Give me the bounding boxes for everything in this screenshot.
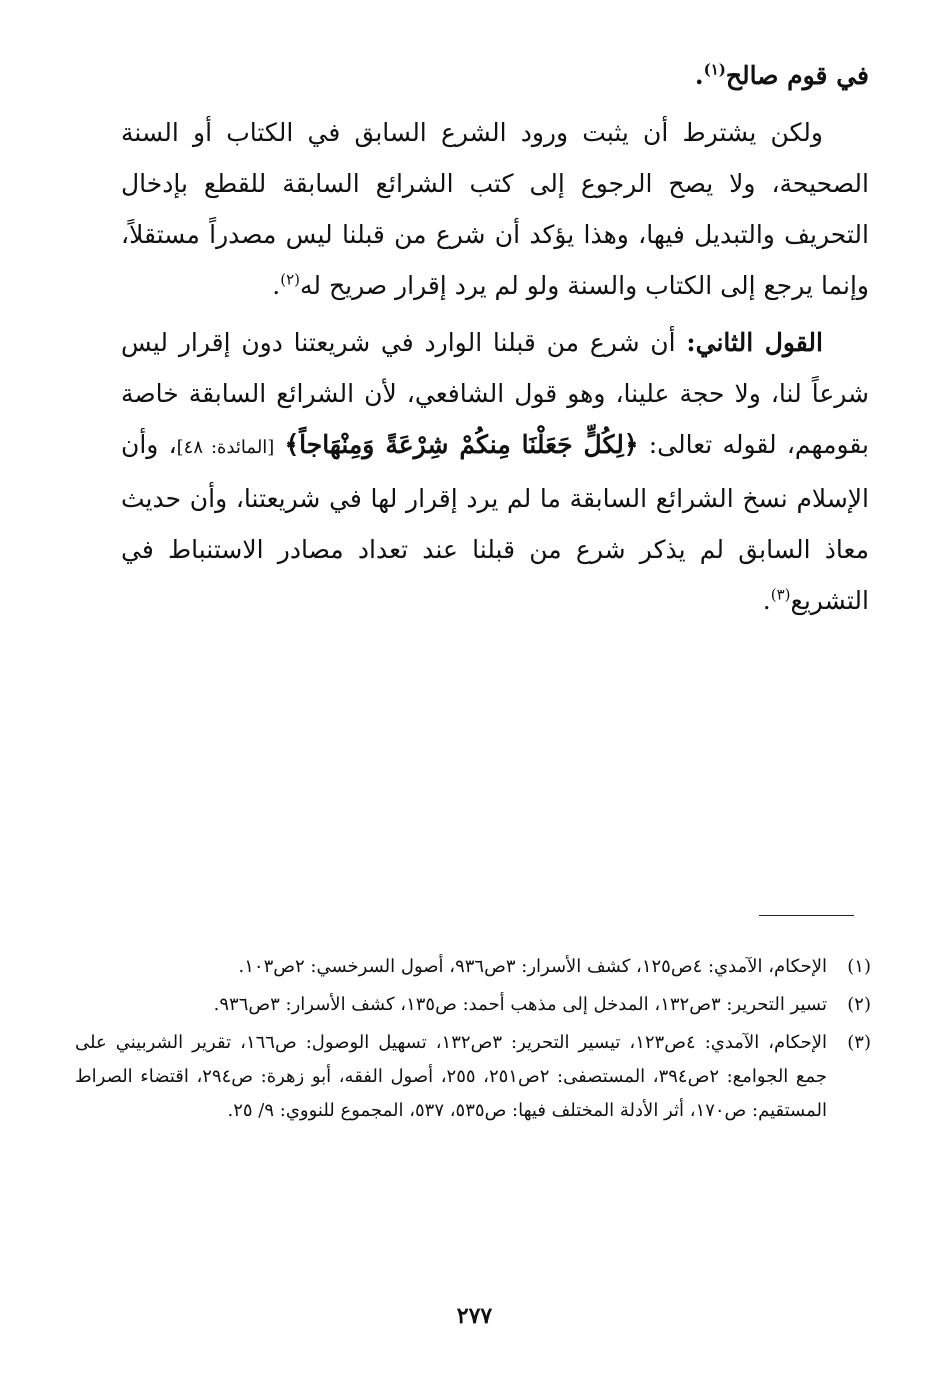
second-opinion-label: القول الثاني:	[686, 328, 823, 357]
page-number: ٢٧٧	[456, 1303, 493, 1329]
paragraph-3	[121, 317, 869, 626]
paragraph-1-text: في قوم صالح	[725, 61, 869, 90]
footnote-ref-1: (١)	[703, 60, 726, 79]
footnotes	[75, 950, 871, 1132]
main-text	[121, 50, 869, 626]
footnote-number: (٢)	[847, 994, 871, 1015]
footnote-text: الإحكام، الآمدي: ٤ص١٢٣، تيسير التحرير: ٣ص١٣٢، تسهيل الوصول: ص١٦٦، تقرير الشربيني على جمع الجوامع: ٢ص٣٩٤، المستصفى: ٢ص٢٥١، ٢٥٥، أصول الفقه، أبو زهرة: ص٢٩٤، اقتضاء الصراط المستقيم: ص١٧٠، أثر الأدلة المختلف فيها: ص٥٣٥، ٥٣٧، المجموع للنووي: ٩/ ٢٥.	[75, 1032, 828, 1121]
footnote-ref-3: (٣)	[770, 585, 791, 604]
footnote-ref-2: (٢)	[280, 270, 301, 289]
paragraph-2	[121, 107, 869, 311]
footnote-item	[75, 950, 871, 984]
footnote-number: (١)	[847, 956, 871, 977]
footnote-item	[75, 1026, 871, 1128]
paragraph-3-text-1: أن شرع من قبلنا الوارد في شريعتنا دون إقرار ليس شرعاً لنا، ولا حجة علينا، وهو قول الشافعي، لأن الشرائع السابقة خاصة بقومهم، لقوله تعالى:	[121, 328, 869, 459]
quran-verse: ﴿لِكُلٍّ جَعَلْنَا مِنكُمْ شِرْعَةً وَمِنْهَاجاً﴾	[284, 430, 639, 459]
footnote-separator	[759, 915, 854, 916]
footnote-item	[75, 988, 871, 1022]
paragraph-2-text: ولكن يشترط أن يثبت ورود الشرع السابق في الكتاب أو السنة الصحيحة، ولا يصح الرجوع إلى كتب الشرائع السابقة للقطع بإدخال التحريف والتبديل فيها، وهذا يؤكد أن شرع من قبلنا ليس مصدراً مستقلاً، وإنما يرجع إلى الكتاب والسنة ولو لم يرد إقرار صريح له	[121, 118, 869, 300]
footnote-text: الإحكام، الآمدي: ٤ص١٢٥، كشف الأسرار: ٣ص٩٣٦، أصول السرخسي: ٢ص١٠٣.	[238, 956, 827, 977]
footnote-text: تسير التحرير: ٣ص١٣٢، المدخل إلى مذهب أحمد: ص١٣٥، كشف الأسرار: ٣ص٩٣٦.	[213, 994, 827, 1015]
footnote-number: (٣)	[847, 1032, 871, 1053]
verse-reference: [المائدة: ٤٨]	[176, 437, 275, 458]
paragraph-1	[121, 50, 869, 101]
paragraph-3-end: .	[762, 586, 771, 615]
paragraph-3-text-2: ، وأن الإسلام نسخ الشرائع السابقة ما لم يرد إقرار لها في شريعتنا، وأن حديث معاذ السابق لم يذكر شرع من قبلنا عند تعداد مصادر الاستنباط في التشريع	[121, 430, 869, 615]
paragraph-1-end: .	[694, 61, 704, 90]
paragraph-2-end: .	[272, 271, 281, 300]
